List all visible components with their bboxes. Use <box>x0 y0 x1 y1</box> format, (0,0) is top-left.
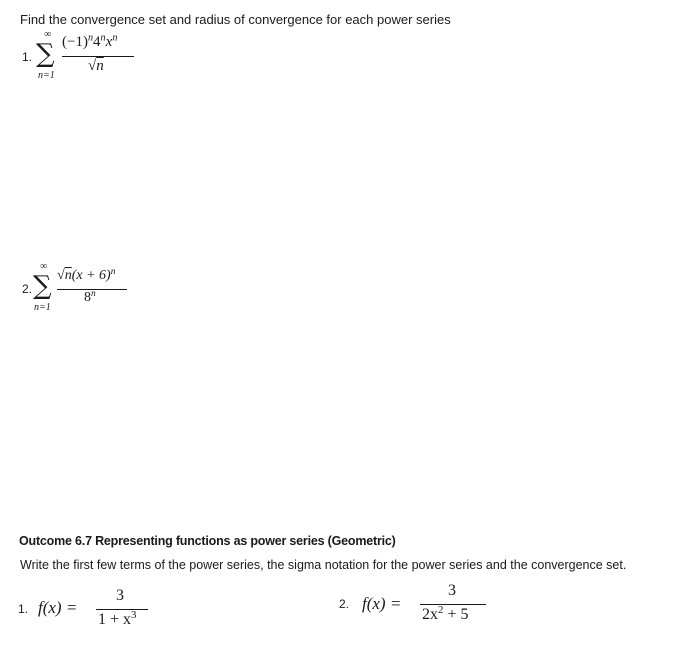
sum-lower-limit: n=1 <box>38 70 55 81</box>
fraction-denominator: √n <box>88 58 104 74</box>
fraction-denominator: 8$^n$ <box>84 288 96 305</box>
instruction-text: Find the convergence set and radius of convergence for each power series <box>20 12 451 27</box>
function-lhs: f(x) = <box>38 598 78 617</box>
fraction-denominator: $1 + x^3$ <box>98 609 137 628</box>
fraction-bar <box>96 609 148 610</box>
fraction-denominator: $2x^2 + 5$ <box>422 604 469 623</box>
fraction-bar <box>420 604 486 605</box>
fraction-numerator: $(-1)^n4^nx^n$ <box>62 32 118 50</box>
sigma-symbol: ∑ <box>33 271 52 301</box>
fraction-numerator: 3 <box>116 587 124 604</box>
sum-upper-limit: ∞ <box>40 261 48 272</box>
problem-number: 2. <box>339 597 350 611</box>
problem-number: 1. <box>18 602 29 616</box>
problem-number: 1. <box>22 50 33 64</box>
fraction-numerator: $√n(x + 6)^n$ <box>57 266 116 283</box>
sigma-symbol: ∑ <box>36 39 55 69</box>
sum-upper-limit: ∞ <box>44 29 52 40</box>
outcome-heading: Outcome 6.7 Representing functions as power series (Geometric) <box>19 534 396 548</box>
sum-lower-limit: n=1 <box>34 302 51 313</box>
fraction-numerator: 3 <box>448 582 456 599</box>
problem-number: 2. <box>22 282 33 296</box>
outcome-instruction: Write the first few terms of the power series, the sigma notation for the power series and the convergence set. <box>20 558 627 572</box>
function-lhs: f(x) = <box>362 594 402 613</box>
fraction-bar <box>62 56 134 57</box>
